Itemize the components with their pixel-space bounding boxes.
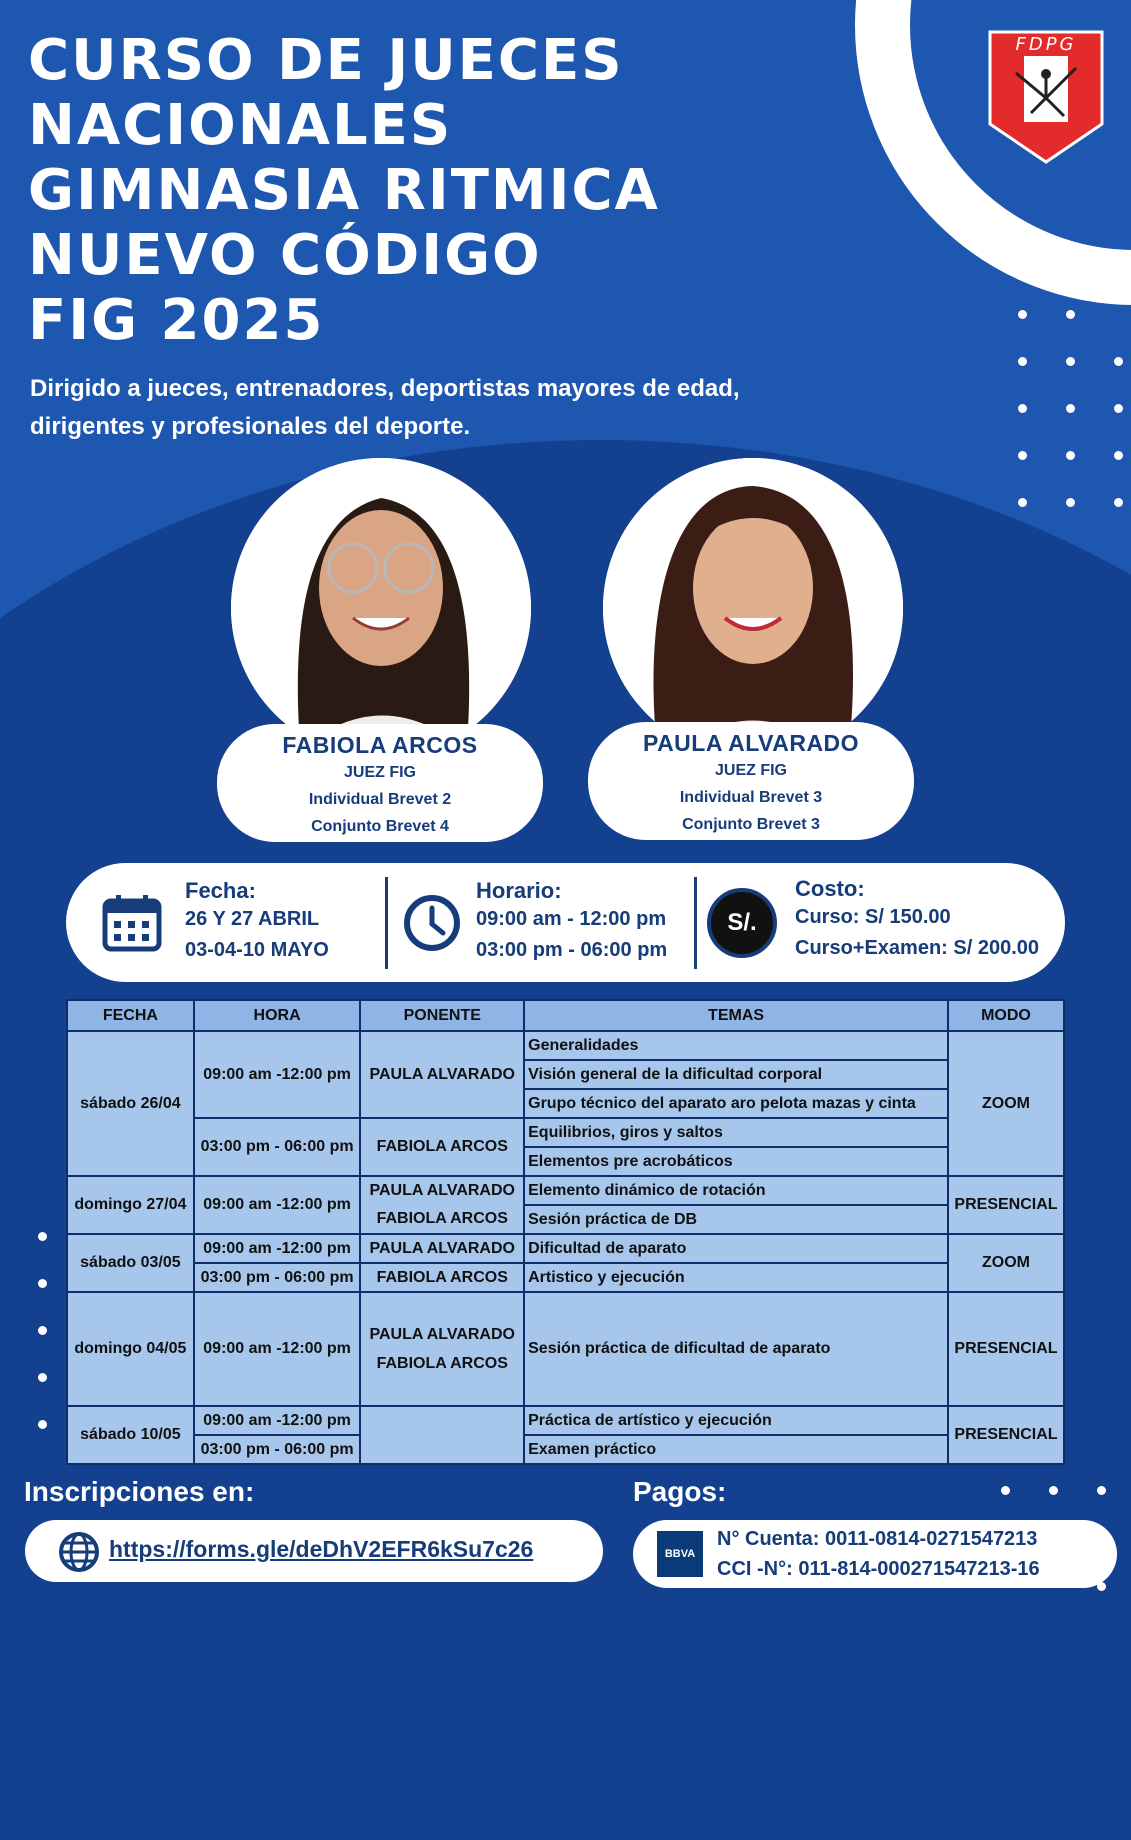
cci-number: CCI -N°: 011-814-000271547213-16 xyxy=(717,1558,1040,1580)
table-row xyxy=(67,1234,1064,1263)
modo-cell: ZOOM xyxy=(948,1031,1064,1176)
column-header: TEMAS xyxy=(524,1000,948,1031)
speaker-card-fabiola xyxy=(217,724,543,842)
tema-cell: Elemento dinámico de rotación xyxy=(524,1176,948,1205)
fecha-cell: sábado 03/05 xyxy=(67,1234,194,1292)
speaker-role: JUEZ FIG xyxy=(714,762,787,779)
tema-cell: Dificultad de aparato xyxy=(524,1234,948,1263)
account-number: N° Cuenta: 0011-0814-0271547213 xyxy=(717,1528,1038,1550)
modo-cell: PRESENCIAL xyxy=(948,1292,1064,1406)
schedule-table xyxy=(66,999,1065,1465)
speaker-card-paula xyxy=(588,722,914,840)
fecha-cell: sábado 26/04 xyxy=(67,1031,194,1176)
divider xyxy=(385,877,388,969)
speaker-brevet: Conjunto Brevet 4 xyxy=(311,818,449,835)
tema-cell: Generalidades xyxy=(524,1031,948,1060)
registration-link-pill xyxy=(25,1520,603,1582)
table-row xyxy=(67,1176,1064,1205)
subtitle-line: dirigentes y profesionales del deporte. xyxy=(30,413,471,440)
fecha-cell: domingo 27/04 xyxy=(67,1176,194,1234)
horario-value: 09:00 am - 12:00 pm xyxy=(476,908,667,930)
currency-symbol: S/. xyxy=(727,909,757,936)
title-line: CURSO DE JUECES xyxy=(28,28,624,93)
fecha-value: 03-04-10 MAYO xyxy=(185,939,329,961)
hora-cell: 09:00 am -12:00 pm xyxy=(194,1406,361,1435)
ponente-cell: PAULA ALVARADO xyxy=(360,1176,524,1205)
tema-cell: Sesión práctica de dificultad de aparato xyxy=(524,1292,948,1406)
horario-label: Horario: xyxy=(476,878,562,903)
ponente-cell xyxy=(360,1292,524,1406)
tema-cell: Práctica de artístico y ejecución xyxy=(524,1406,948,1435)
calendar-icon xyxy=(102,893,162,958)
title-line: FIG 2025 xyxy=(28,288,325,353)
fecha-cell: domingo 04/05 xyxy=(67,1292,194,1406)
registration-link[interactable]: https://forms.gle/deDhV2EFR6kSu7c26 xyxy=(109,1536,534,1562)
costo-label: Costo: xyxy=(795,876,865,901)
inscripciones-label: Inscripciones en: xyxy=(24,1476,255,1507)
tema-cell: Grupo técnico del aparato aro pelota mazas y cinta xyxy=(524,1089,948,1118)
speaker-name: PAULA ALVARADO xyxy=(642,730,860,756)
costo-value: Curso+Examen: S/ 200.00 xyxy=(795,937,1040,959)
speaker-name: FABIOLA ARCOS xyxy=(282,732,478,758)
speaker-photo-paula xyxy=(603,458,903,758)
subtitle xyxy=(30,370,930,446)
table-row xyxy=(67,1406,1064,1435)
fecha-value: 26 Y 27 ABRIL xyxy=(185,908,320,930)
payment-pill xyxy=(633,1520,1117,1588)
title-line: NACIONALES xyxy=(28,93,453,158)
modo-cell: PRESENCIAL xyxy=(948,1176,1064,1234)
ponente-cell: FABIOLA ARCOS xyxy=(360,1205,524,1234)
hora-cell: 09:00 am -12:00 pm xyxy=(194,1292,361,1406)
horario-value: 03:00 pm - 06:00 pm xyxy=(476,939,668,961)
globe-icon xyxy=(58,1531,100,1577)
bank-name: BBVA xyxy=(664,1548,696,1560)
tema-cell: Visión general de la dificultad corporal xyxy=(524,1060,948,1089)
table-row xyxy=(67,1031,1064,1060)
column-header: PONENTE xyxy=(360,1000,524,1031)
fdpg-logo xyxy=(986,28,1106,166)
hora-cell: 09:00 am -12:00 pm xyxy=(194,1234,361,1263)
speaker-brevet: Individual Brevet 3 xyxy=(679,789,823,806)
table-row xyxy=(67,1435,1064,1464)
hora-cell: 09:00 am -12:00 pm xyxy=(194,1031,361,1118)
tema-cell: Examen práctico xyxy=(524,1435,948,1464)
table-row xyxy=(67,1292,1064,1406)
ponente-cell: PAULA ALVARADO xyxy=(360,1031,524,1118)
costo-value: Curso: S/ 150.00 xyxy=(795,906,951,928)
logo-text: FDPG xyxy=(1015,34,1077,55)
hora-cell: 09:00 am -12:00 pm xyxy=(194,1176,361,1234)
info-bar xyxy=(66,863,1065,982)
title-line: NUEVO CÓDIGO xyxy=(28,223,542,288)
modo-cell: ZOOM xyxy=(948,1234,1064,1292)
pagos-label: Pagos: xyxy=(633,1476,727,1507)
ponente-cell-empty xyxy=(360,1406,524,1464)
column-header: HORA xyxy=(194,1000,361,1031)
hora-cell: 03:00 pm - 06:00 pm xyxy=(194,1435,361,1464)
fecha-label: Fecha: xyxy=(185,878,256,903)
ponente-name: PAULA ALVARADO xyxy=(369,1326,515,1343)
hora-cell: 03:00 pm - 06:00 pm xyxy=(194,1263,361,1292)
fecha-cell: sábado 10/05 xyxy=(67,1406,194,1464)
currency-icon xyxy=(707,888,777,958)
table-header-row xyxy=(67,1000,1064,1031)
tema-cell: Artistico y ejecución xyxy=(524,1263,948,1292)
title-line: GIMNASIA RITMICA xyxy=(28,158,660,223)
speaker-photo-fabiola xyxy=(231,458,531,758)
column-header: MODO xyxy=(948,1000,1064,1031)
divider xyxy=(694,877,697,969)
column-header: FECHA xyxy=(67,1000,194,1031)
page-title xyxy=(28,28,660,353)
tema-cell: Equilibrios, giros y saltos xyxy=(524,1118,948,1147)
table-row xyxy=(67,1118,1064,1147)
ponente-cell: FABIOLA ARCOS xyxy=(360,1263,524,1292)
speaker-role: JUEZ FIG xyxy=(343,764,416,781)
hora-cell: 03:00 pm - 06:00 pm xyxy=(194,1118,361,1176)
ponente-cell: FABIOLA ARCOS xyxy=(360,1118,524,1176)
tema-cell: Elementos pre acrobáticos xyxy=(524,1147,948,1176)
ponente-name: FABIOLA ARCOS xyxy=(376,1355,508,1372)
speaker-brevet: Individual Brevet 2 xyxy=(308,791,452,808)
speaker-brevet: Conjunto Brevet 3 xyxy=(682,816,820,833)
bank-logo xyxy=(657,1531,703,1577)
clock-icon xyxy=(402,893,462,958)
tema-cell: Sesión práctica de DB xyxy=(524,1205,948,1234)
modo-cell: PRESENCIAL xyxy=(948,1406,1064,1464)
subtitle-line: Dirigido a jueces, entrenadores, deportistas mayores de edad, xyxy=(30,375,740,402)
ponente-cell: PAULA ALVARADO xyxy=(360,1234,524,1263)
table-row xyxy=(67,1263,1064,1292)
